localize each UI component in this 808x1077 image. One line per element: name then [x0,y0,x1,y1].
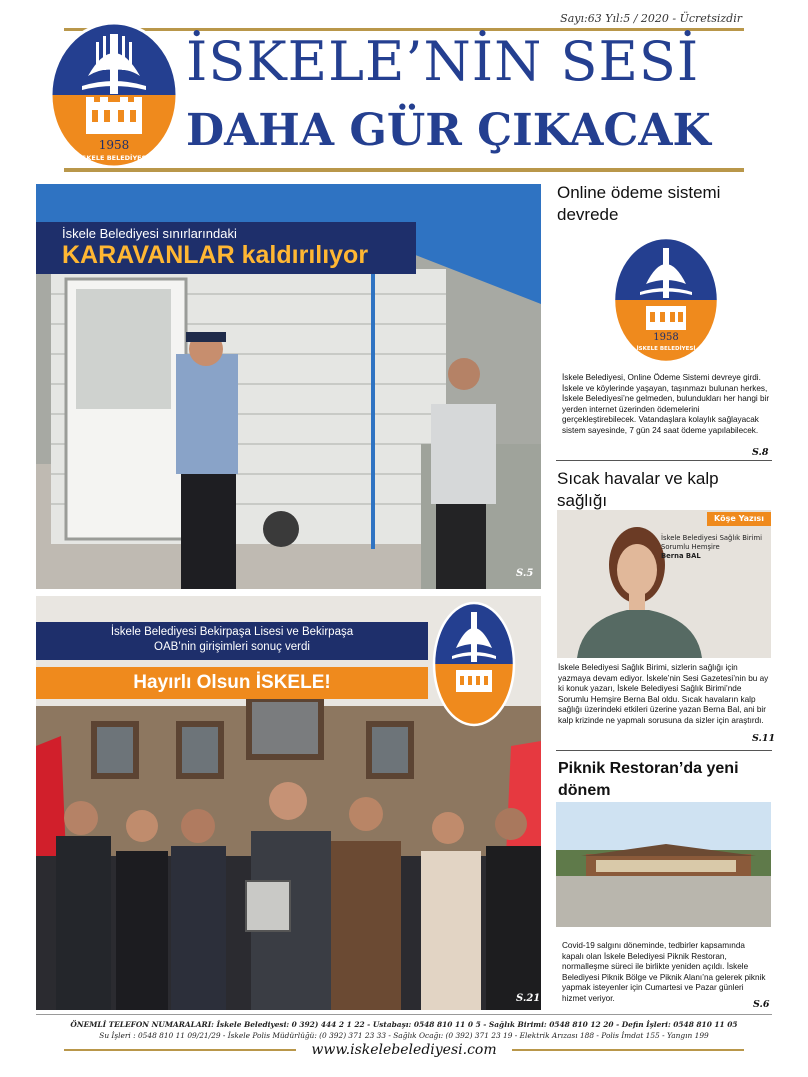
website-link[interactable]: www.iskelebelediyesi.com [311,1042,497,1058]
masthead-rule [64,168,744,172]
side1-logo-year: 1958 [653,332,679,343]
side1-logo [612,236,720,364]
issue-info: Sayı:63 Yıl:5 / 2020 - Ücretsizdir [560,12,742,25]
side3-body: Covid-19 salgını döneminde, tedbirler kapsamında kapalı olan İskele Belediyesi Piknik Restoran, normalleşme süreci ile birlikte yeniden açıldı. İskele Belediyesi Piknik Bölge ve Piknik Alanı’na gelerek piknik yapmak isteyenler için Cumartesi ve Pazar günleri hizmet veriyor. [562,941,766,1003]
side1-title: Online ödeme sistemi devrede [557,183,721,224]
footer-phones-line1: ÖNEMLİ TELEFON NUMARALARI: İskele Belediyesi: 0 392) 444 2 1 22 - Ustabaşı: 0548 810 11 0 5 - Sağlık Birimi: 0548 810 12 20 - Defin İşleri: 0548 810 11 05 [70,1020,738,1029]
side1-body: İskele Belediyesi, Online Ödeme Sistemi devreye girdi. İskele ve köylerinde yaşayan, taşınmazı bulunan herkes, İskele Belediyesi’ne gelmeden, bulundukları her hangi bir yerden internet üzerinden ödemelerini gerçekleştirebilecek. Vatandaşlara kolaylık sağlayacak sistem sayesinde, 7 gün 24 saat ödeme yapılabilecek. [562,373,770,435]
side2-body: İskele Belediyesi Sağlık Birimi, sizlerin sağlığı için yazmaya devam ediyor. İskele’nin Sesi Gazetesi’nin bu ay ki konuk yazarı, İskele Belediyesi Sağlık Birimi’nde Sorumlu Hemşire Berna Bal oldu. Sıcak havaların kalp sağlığı üzerindeki etkileri üzerine yazan Berna Bal, ani bir kalp krizinde ne yapmalı sorusuna da sizler için araştırdı. [558,663,769,725]
story2-banner [36,622,428,660]
footer-phones-line2: Su İşleri : 0548 810 11 09/21/29 - İskele Polis Müdürlüğü: (0 392) 371 23 33 - Sağlık Ocağı: (0 392) 371 23 19 - Elektrik Arızası 188 - Polis İmdat 155 - Yangın 199 [99,1031,709,1040]
nurse-caption [661,534,769,561]
story1-banner [36,222,416,274]
footer-rule [36,1014,772,1015]
nurse-caption-line1: İskele Belediyesi Sağlık Birimi [661,534,762,542]
column-tag: Köşe Yazısı [707,512,771,526]
story2-page: S.21 [516,993,541,1004]
logo-year: 1958 [98,138,130,152]
masthead-title: İSKELE’NİN SESİ [186,30,700,93]
restaurant-photo [556,802,771,927]
side1-page: S.8 [752,447,769,458]
side-separator-2 [556,750,772,751]
story2-logo [432,600,516,728]
story1-kicker: İskele Belediyesi sınırlarındaki [62,226,237,241]
story1-headline: KARAVANLAR kaldırılıyor [62,241,369,269]
side3-title: Piknik Restoran’da yeni dönem [558,760,739,799]
side-separator-1 [556,460,772,461]
side3-page: S.6 [753,999,770,1010]
story2-line1: İskele Belediyesi Bekirpaşa Lisesi ve Bekirpaşa [110,626,354,638]
masthead-subtitle: DAHA GÜR ÇIKACAK [186,105,711,156]
story2-line2: OAB’nin girişimleri sonuç verdi [154,641,310,653]
side1-logo-text: İSKELE BELEDİYESİ [636,346,696,352]
side2-page: S.11 [752,733,776,744]
nurse-caption-line2: Sorumlu Hemşire [661,543,720,551]
nurse-caption-name: Berna BAL [661,552,701,560]
side2-title: Sıcak havalar ve kalp sağlığı [557,469,719,510]
story2-headline: Hayırlı Olsun İSKELE! [36,667,428,699]
story1-page: S.5 [516,568,534,579]
municipality-logo [48,20,180,170]
logo-text: İSKELE BELEDİYESİ [79,154,149,162]
nurse-photo [557,510,771,658]
